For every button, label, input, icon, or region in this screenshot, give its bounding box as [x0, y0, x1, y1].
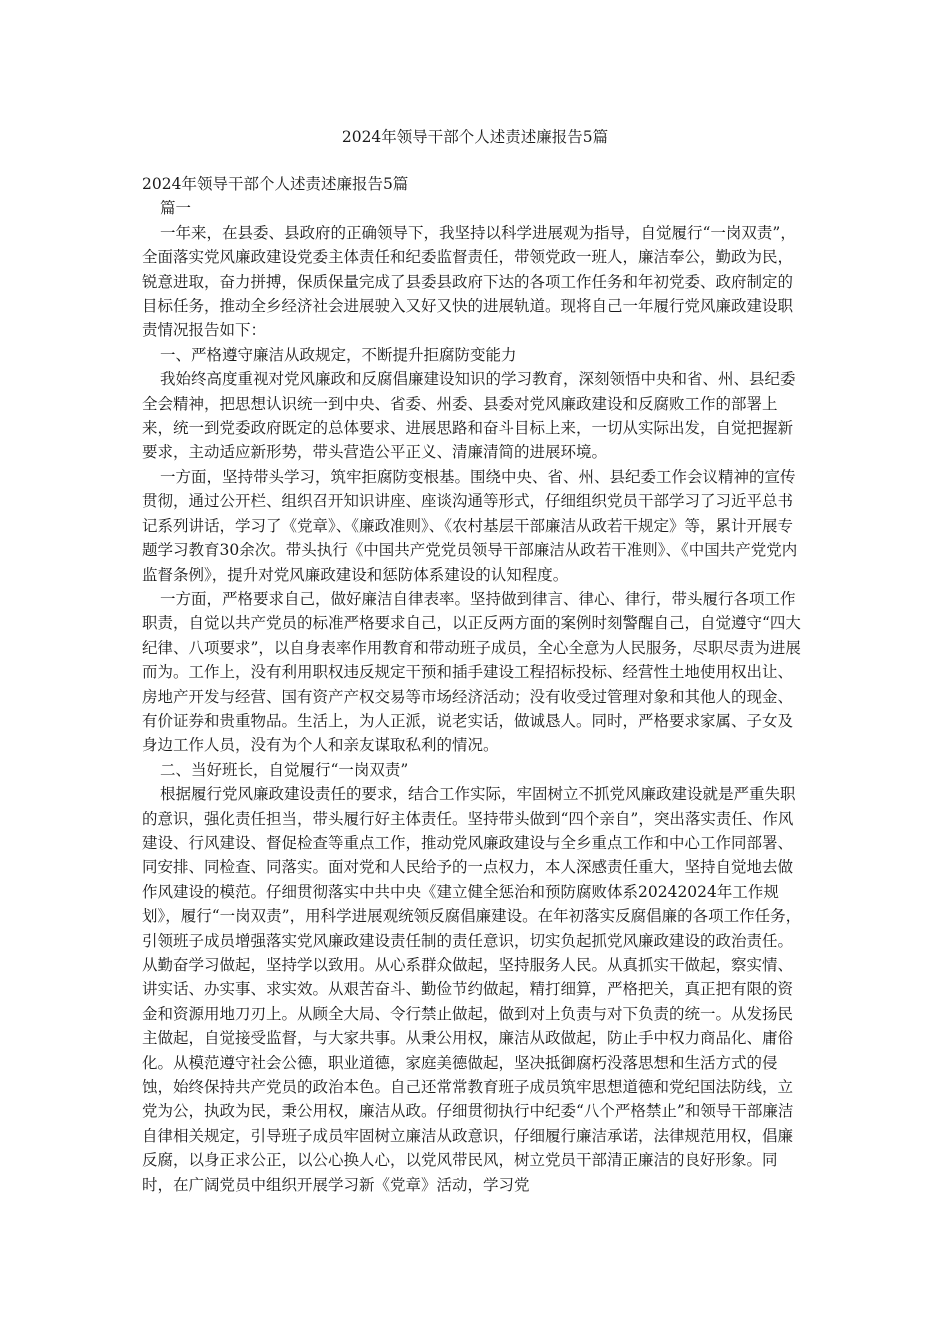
document-body: [142, 172, 808, 1197]
paragraph: 我始终高度重视对党风廉政和反腐倡廉建设知识的学习教育，深刻领悟中央和省、州、县纪委全会精神，把思想认识统一到中央、省委、州委、县委对党风廉政建设和反腐败工作的部署上来，统一到党委政府既定的总体要求、进展思路和奋斗目标上来，一切从实际出发，自觉把握新要求，主动适应新形势，带头营造公平正义、清廉清简的进展环境。: [142, 370, 796, 462]
document-title: 2024年领导干部个人述责述廉报告5篇: [341, 128, 609, 146]
paragraph: 一方面，坚持带头学习，筑牢拒腐防变根基。围绕中央、省、州、县纪委工作会议精神的宣传贯彻，通过公开栏、组织召开知识讲座、座谈沟通等形式，仔细组织党员干部学习了习近平总书记系列讲话，学习了《党章》、《廉政准则》、《农村基层干部廉洁从政若干规定》等，累计开展专题学习教育30余次。带头执行《中国共产党党员领导干部廉洁从政若干准则》、《中国共产党党内监督条例》，提升对党风廉政建设和惩防体系建设的认知程度。: [142, 467, 798, 584]
paragraph: 一方面，严格要求自己，做好廉洁自律表率。坚持做到律言、律心、律行，带头履行各项工作职责，自觉以共产党员的标准严格要求自己，以正反两方面的案例时刻警醒自己，自觉遵守“四大纪律、八项要求”，以自身表率作用教育和带动班子成员，全心全意为人民服务，尽职尽责为进展而为。工作上，没有利用职权违反规定干预和插手建设工程招标投标、经营性土地使用权出让、房地产开发与经营、国有资产产权交易等市场经济活动；没有收受过管理对象和其他人的现金、有价证券和贵重物品。生活上，为人正派，说老实话，做诚恳人。同时，严格要求家属、子女及身边工作人员，没有为个人和亲友谋取私利的情况。: [142, 589, 801, 755]
document-subtitle: 2024年领导干部个人述责述廉报告5篇: [142, 175, 409, 193]
section-heading-two: 二、当好班长，自觉履行“一岗双责”: [160, 760, 409, 779]
paragraph: 根据履行党风廉政建设责任的要求，结合工作实际，牢固树立不抓党风廉政建设就是严重失职的意识，强化责任担当，带头履行好主体责任。坚持带头做到“四个亲自”，突出落实责任、作风建设、行风建设、督促检查等重点工作，推动党风廉政建设与全乡重点工作和中心工作同部署、同安排、同检查、同落实。面对党和人民给予的一点权力，本人深感责任重大，坚持自觉地去做作风建设的模范。仔细贯彻落实中共中央《建立健全惩治和预防腐败体系20242024年工作规划》，履行“一岗双责”，用科学进展观统领反腐倡廉建设。在年初落实反腐倡廉的各项工作任务，引领班子成员增强落实党风廉政建设责任制的责任意识，切实负起抓党风廉政建设的政治责任。从勤奋学习做起，坚持学以致用。从心系群众做起，坚持服务人民。从真抓实干做起，察实情、讲实话、办实事、求实效。从艰苦奋斗、勤俭节约做起，精打细算，严格把关，真正把有限的资金和资源用地刀刃上。从顾全大局、令行禁止做起，做到对上负责与对下负责的统一。从发扬民主做起，自觉接受监督，与大家共事。从秉公用权，廉洁从政做起，防止手中权力商品化、庸俗化。从模范遵守社会公德，职业道德，家庭美德做起，坚决抵御腐朽没落思想和生活方式的侵蚀，始终保持共产党员的政治本色。自己还常常教育班子成员筑牢思想道德和党纪国法防线，立党为公，执政为民，秉公用权，廉洁从政。仔细贯彻执行中纪委“八个严格禁止”和领导干部廉洁自律相关规定，引导班子成员牢固树立廉洁从政意识，仔细履行廉洁承诺，法律规范用权，倡廉反腐，以身正求公正，以公心换人心，以党风带民风，树立党员干部清正廉洁的良好形象。同时，在广阔党员中组织开展学习新《党章》活动，学习党: [142, 785, 802, 1194]
paragraph-intro: 一年来，在县委、县政府的正确领导下，我坚持以科学进展观为指导，自觉履行“一岗双责”，全面落实党风廉政建设党委主体责任和纪委监督责任，带领党政一班人，廉洁奉公，勤政为民，锐意进取，奋力拼搏，保质保量完成了县委县政府下达的各项工作任务和年初党委、政府制定的目标任务，推动全乡经济社会进展驶入又好又快的进展轨道。现将自己一年履行党风廉政建设职责情况报告如下：: [142, 223, 796, 340]
section-heading-one: 一、严格遵守廉洁从政规定，不断提升拒腐防变能力: [160, 345, 517, 364]
section-label-part-one: 篇一: [160, 199, 192, 218]
